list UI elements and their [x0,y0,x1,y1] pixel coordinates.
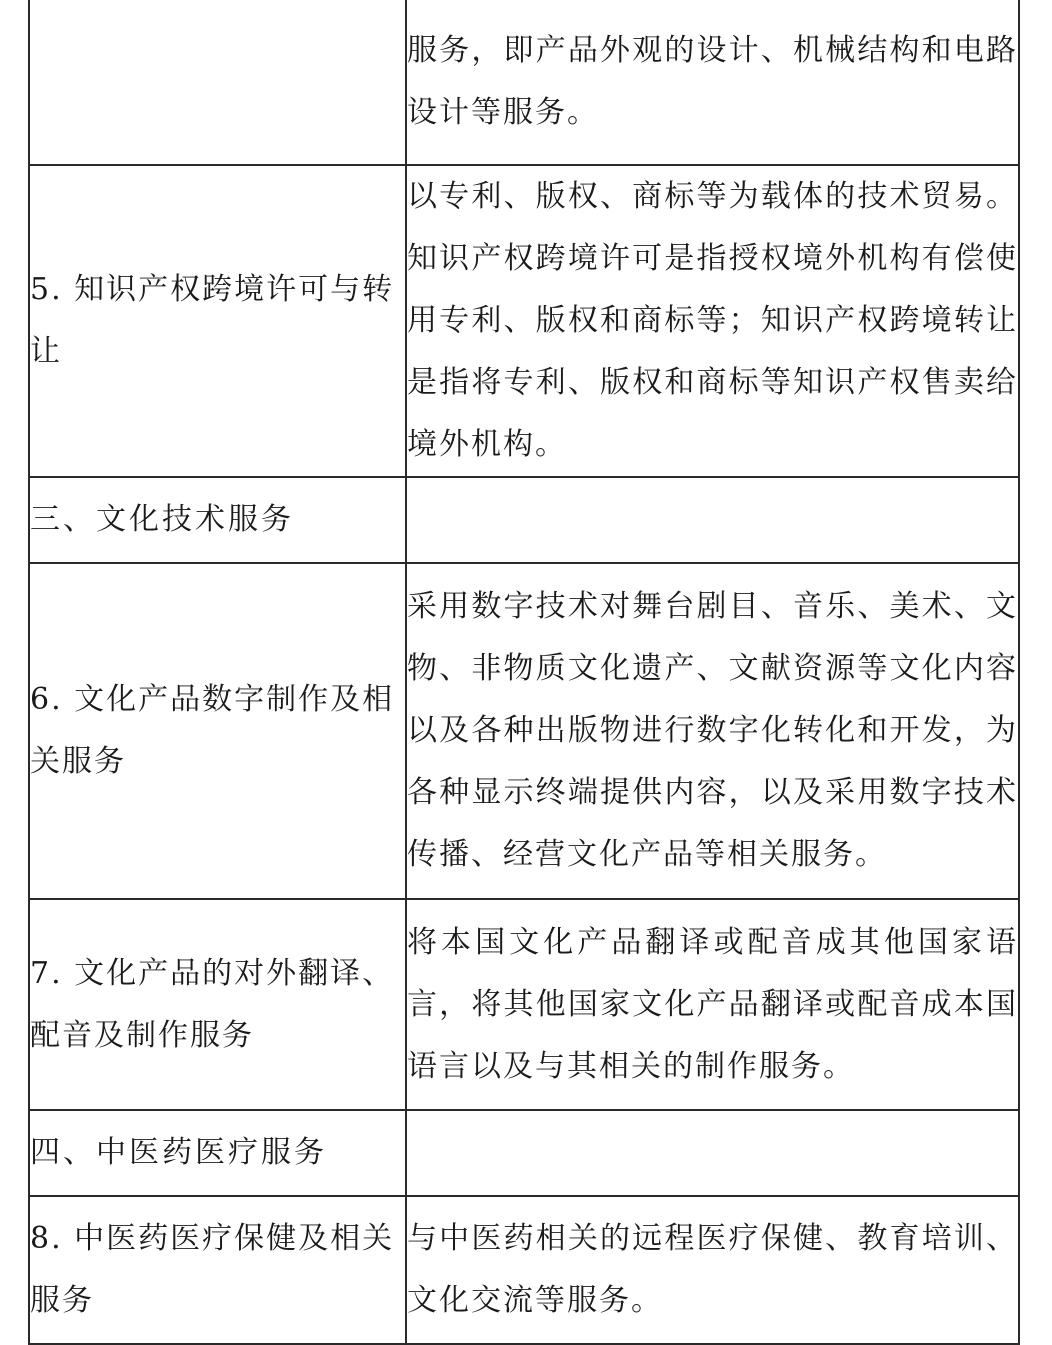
table-row [29,477,1019,563]
table-row [29,899,1019,1110]
service-description: 服务，即产品外观的设计、机械结构和电路设计等服务。 [407,33,1018,130]
table-row [29,0,1019,165]
service-description-cell [406,563,1019,899]
service-name: 5. 知识产权跨境许可与转让 [30,272,395,369]
table-row [29,1110,1019,1196]
service-name-cell [29,1196,406,1344]
service-name-cell [29,0,406,165]
service-description-cell [406,477,1019,563]
services-table [28,0,1020,1345]
service-name: 8. 中医药医疗保健及相关服务 [30,1221,395,1318]
table-row [29,165,1019,477]
service-description-cell [406,899,1019,1110]
service-description: 与中医药相关的远程医疗保健、教育培训、文化交流等服务。 [407,1221,1018,1318]
service-name-cell [29,165,406,477]
service-description-cell [406,0,1019,165]
service-description-cell [406,165,1019,477]
service-description-cell [406,1110,1019,1196]
service-description: 将本国文化产品翻译或配音成其他国家语言，将其他国家文化产品翻译或配音成本国语言以及与其相关的制作服务。 [407,924,1018,1084]
service-name: 7. 文化产品的对外翻译、配音及制作服务 [30,955,395,1053]
service-name-cell [29,899,406,1110]
service-name-cell [29,563,406,899]
service-name: 6. 文化产品数字制作及相关服务 [30,682,395,779]
service-description: 以专利、版权、商标等为载体的技术贸易。知识产权跨境许可是指授权境外机构有偿使用专利、版权和商标等；知识产权跨境转让是指将专利、版权和商标等知识产权售卖给境外机构。 [407,179,1018,462]
service-description: 采用数字技术对舞台剧目、音乐、美术、文物、非物质文化遗产、文献资源等文化内容以及各种出版物进行数字化转化和开发，为各种显示终端提供内容，以及采用数字技术传播、经营文化产品等相关服务。 [407,589,1018,872]
section-title-cell [29,477,406,563]
table-row [29,563,1019,899]
section-title: 四、中医药医疗服务 [30,1135,327,1170]
service-description-cell [406,1196,1019,1344]
section-title: 三、文化技术服务 [30,502,294,537]
table-row [29,1196,1019,1344]
section-title-cell [29,1110,406,1196]
